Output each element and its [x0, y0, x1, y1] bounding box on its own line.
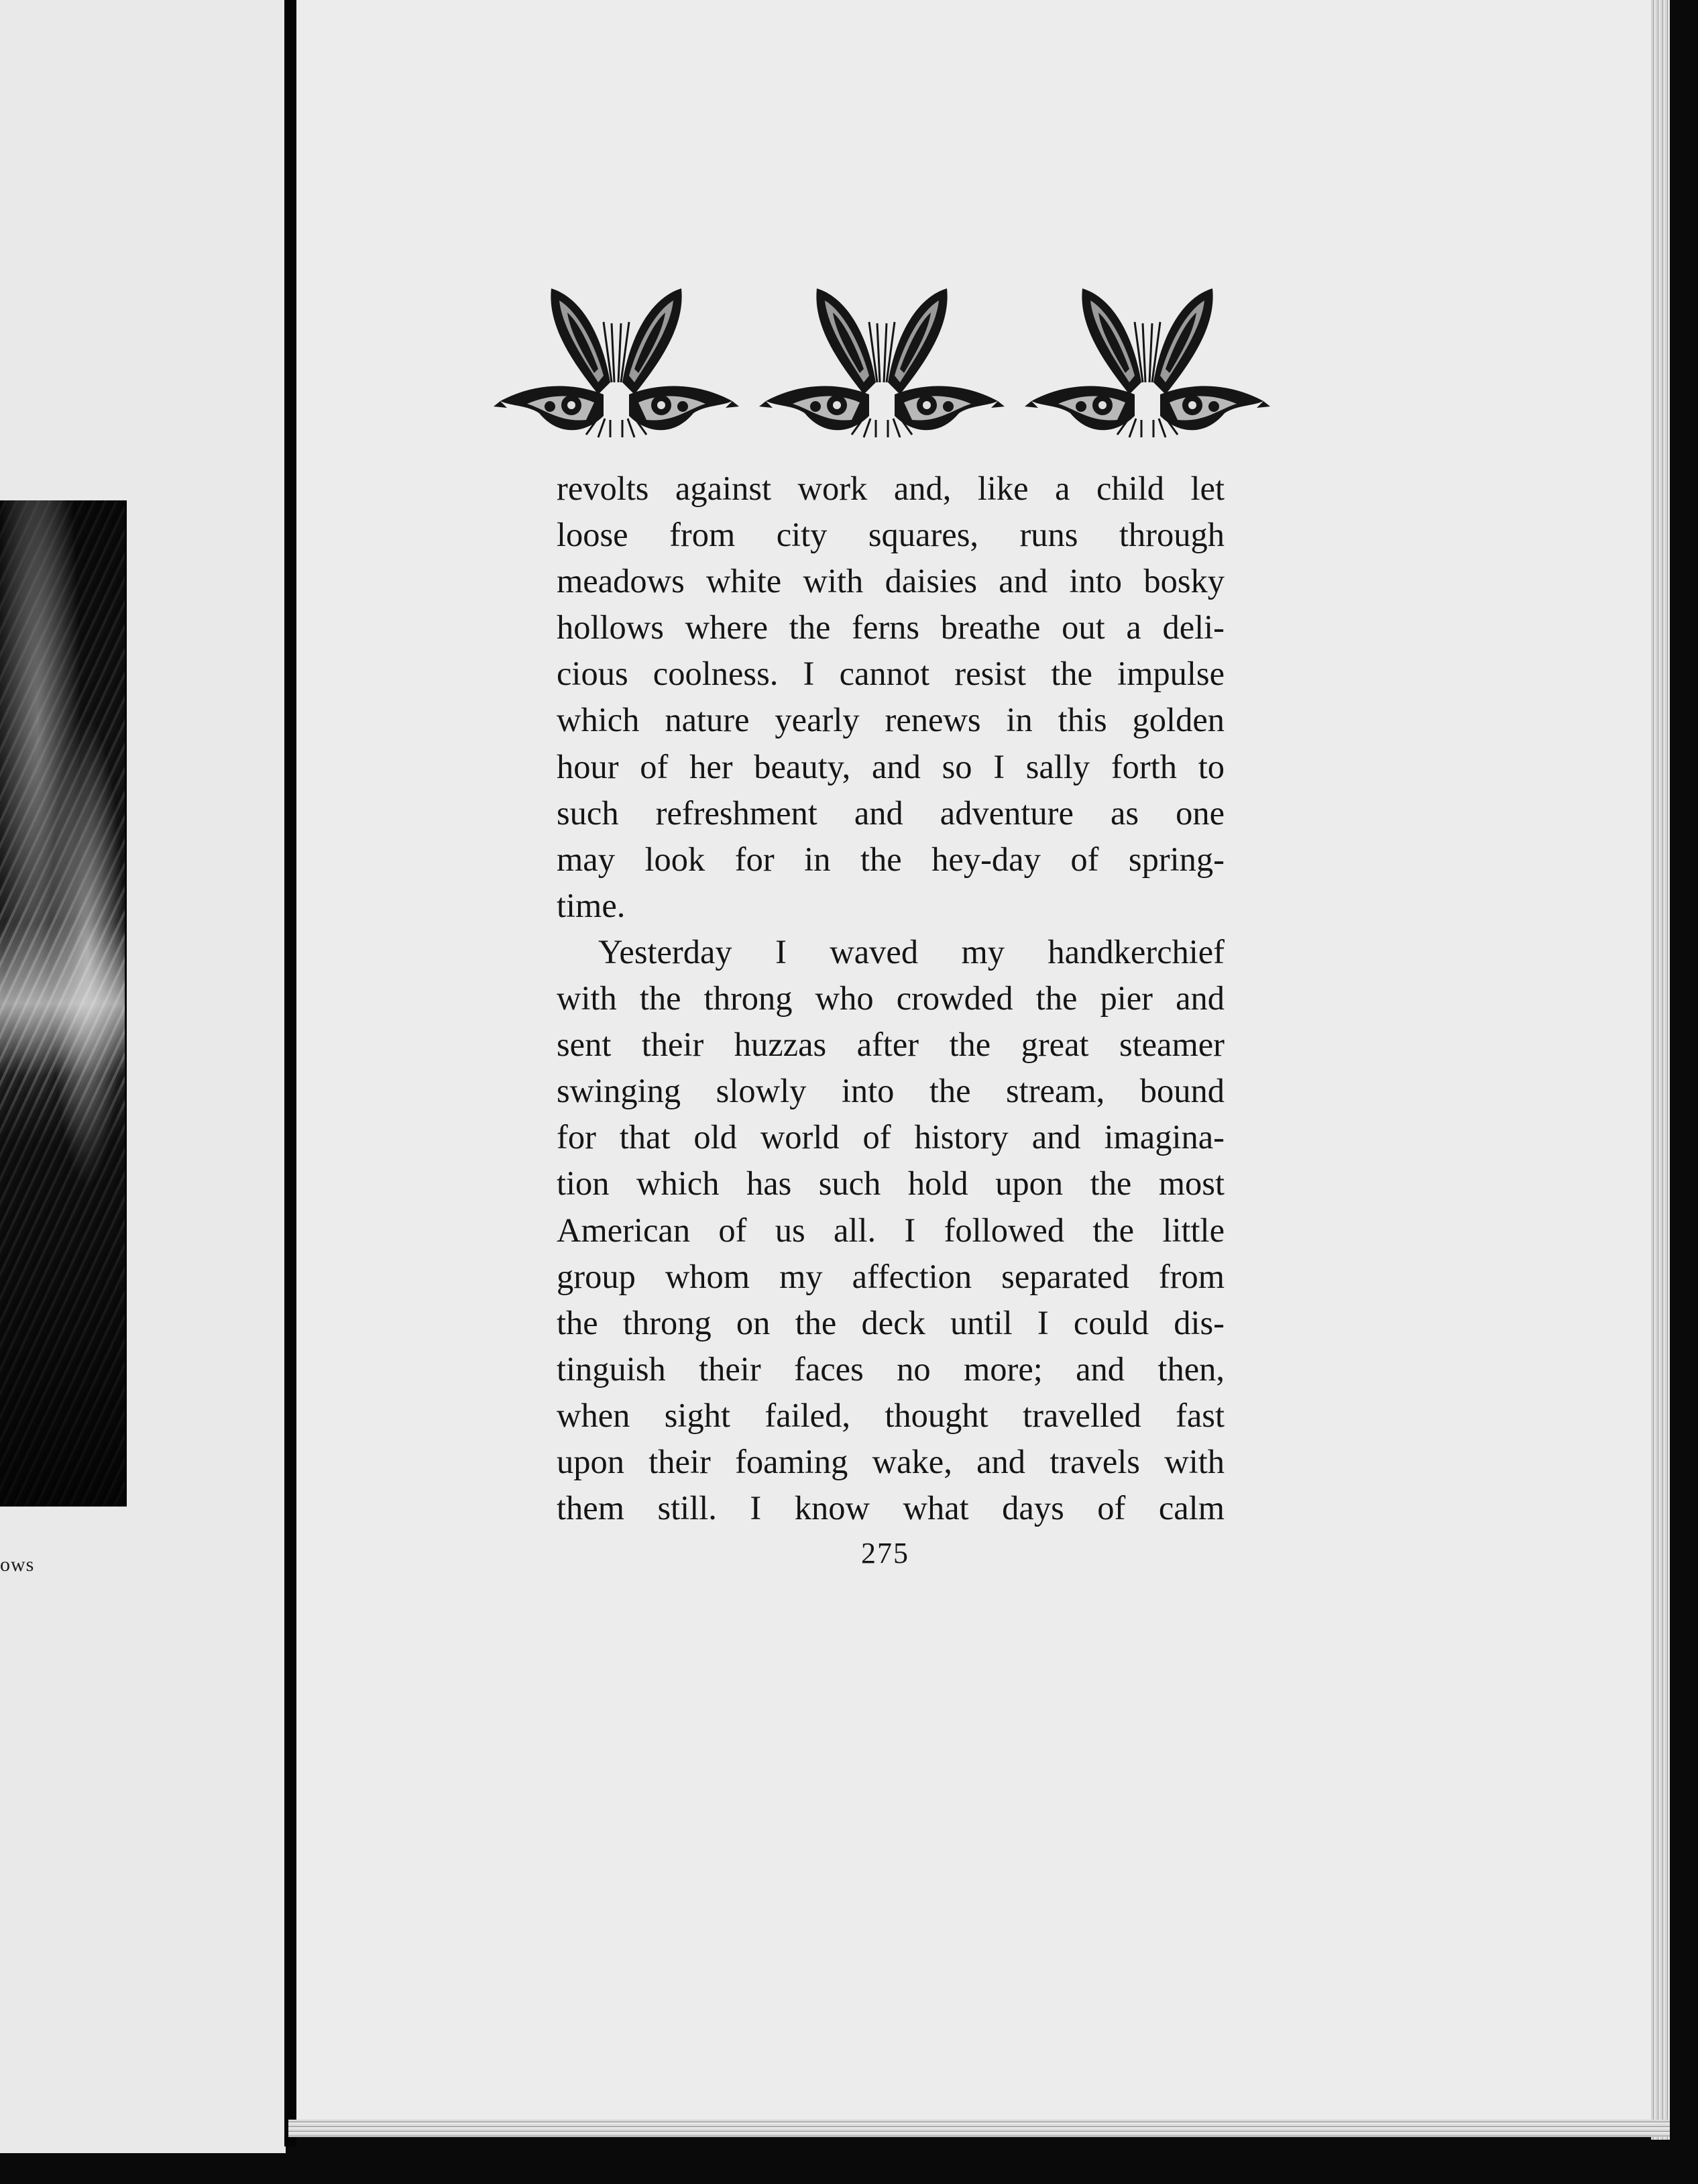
text-line: with the throng who crowded the pier and — [557, 979, 1225, 1018]
book-gutter — [284, 0, 296, 2146]
text-line: the throng on the deck until I could dis- — [557, 1303, 1225, 1342]
text-line: when sight failed, thought travelled fast — [557, 1396, 1225, 1434]
page-number: 275 — [861, 1537, 909, 1570]
butterfly-pair-3 — [1025, 288, 1270, 437]
text-line: for that old world of history and imagina- — [557, 1118, 1225, 1156]
text-line: tinguish their faces no more; and then, — [557, 1350, 1225, 1388]
text-line: sent their huzzas after the great steamer — [557, 1026, 1225, 1064]
text-line: time. — [557, 886, 626, 924]
text-line: may look for in the hey-day of spring- — [557, 840, 1225, 878]
text-line: hour of her beauty, and so I sally forth to — [557, 747, 1225, 785]
text-line: American of us all. I followed the little — [557, 1211, 1225, 1249]
text-line: them still. I know what days of calm — [557, 1489, 1225, 1527]
text-line: group whom my affection separated from — [557, 1257, 1225, 1295]
text-line: tion which has such hold upon the most — [557, 1164, 1225, 1203]
body-text — [557, 466, 1225, 1531]
text-line: meadows white with daisies and into bosky — [557, 562, 1225, 600]
text-line: loose from city squares, runs through — [557, 516, 1225, 554]
text-line: swinging slowly into the stream, bound — [557, 1072, 1225, 1110]
page-stack-edge-bottom — [288, 2120, 1670, 2137]
butterfly-pair-1 — [494, 288, 739, 437]
text-line: cious coolness. I cannot resist the impulse — [557, 655, 1225, 693]
left-page — [0, 0, 286, 2153]
meadow-photograph — [0, 500, 127, 1507]
text-line: Yesterday I waved my handkerchief — [598, 932, 1225, 971]
text-line: such refreshment and adventure as one — [557, 794, 1225, 832]
text-line: hollows where the ferns breathe out a deli- — [557, 608, 1225, 647]
text-line: which nature yearly renews in this golden — [557, 701, 1225, 739]
text-line: revolts against work and, like a child let — [557, 470, 1225, 507]
text-line: upon their foaming wake, and travels with — [557, 1442, 1225, 1480]
butterfly-ornament-icon — [492, 282, 1294, 439]
left-page-caption-fragment: ows — [0, 1553, 35, 1576]
page-stack-edge-right — [1651, 0, 1670, 2140]
butterfly-pair-2 — [759, 288, 1005, 437]
